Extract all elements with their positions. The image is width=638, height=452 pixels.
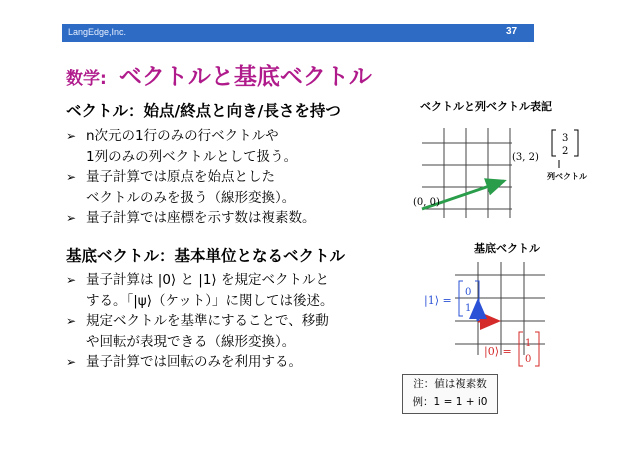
- title-prefix: 数学:: [66, 69, 107, 89]
- title-main: ベクトルと基底ベクトル: [118, 64, 372, 90]
- arrow-bullet-icon: ➢: [66, 170, 77, 184]
- ket1-vector-bottom: 1: [465, 303, 472, 314]
- column-vector: [552, 130, 578, 157]
- ket0-vector-top: 1: [525, 338, 532, 349]
- bullet-text: 量子計算では原点を始点とした ベクトルのみを扱う（線形変換）。: [86, 169, 296, 206]
- column-vector-y: 2: [562, 146, 569, 157]
- ket0-label: |0⟩ =: [484, 345, 512, 358]
- page-number: 37: [506, 26, 518, 37]
- ket0-vector-bottom: 0: [525, 354, 532, 365]
- column-vector-caption: 列ベクトル: [547, 172, 587, 181]
- vector-panel-title: ベクトルと列ベクトル表記: [420, 100, 552, 113]
- ket0-vector: [519, 332, 539, 366]
- company-name: LangEdge,Inc.: [68, 27, 127, 37]
- ket1-vector-top: 0: [465, 287, 472, 298]
- arrow-bullet-icon: ➢: [66, 314, 77, 328]
- arrow-bullet-icon: ➢: [66, 129, 77, 143]
- start-point-label: (0, 0): [413, 197, 440, 208]
- end-point-label: (3, 2): [512, 152, 539, 163]
- note-line-2: 例：1 = 1 + i0: [412, 396, 488, 408]
- bullet-text: 量子計算では回転のみを利用する。: [86, 354, 302, 370]
- bullet-text: n次元の1行のみの行ベクトルや 1列のみの列ベクトルとして扱う。: [86, 128, 298, 165]
- section1-heading: ベクトル：始点/終点と向き/長さを持つ: [66, 102, 341, 120]
- arrow-bullet-icon: ➢: [66, 211, 77, 225]
- basis-panel-title: 基底ベクトル: [474, 242, 540, 255]
- bullet-text: 量子計算は |0⟩ と |1⟩ を規定ベクトルと する。「|ψ⟩（ケット）」に関しては後述。: [86, 272, 334, 309]
- note-line-1: 注：値は複素数: [413, 378, 487, 390]
- note-box: [402, 374, 498, 414]
- section2-heading: 基底ベクトル：基本単位となるベクトル: [66, 247, 346, 265]
- bullet-text: 規定ベクトルを基準にすることで、移動 や回転が表現できる（線形変換）。: [86, 313, 329, 350]
- ket1-label: |1⟩ =: [424, 294, 452, 307]
- bullet-text: 量子計算では座標を示す数は複素数。: [86, 210, 316, 226]
- arrow-bullet-icon: ➢: [66, 273, 77, 287]
- column-vector-x: 3: [562, 133, 569, 144]
- arrow-bullet-icon: ➢: [66, 355, 77, 369]
